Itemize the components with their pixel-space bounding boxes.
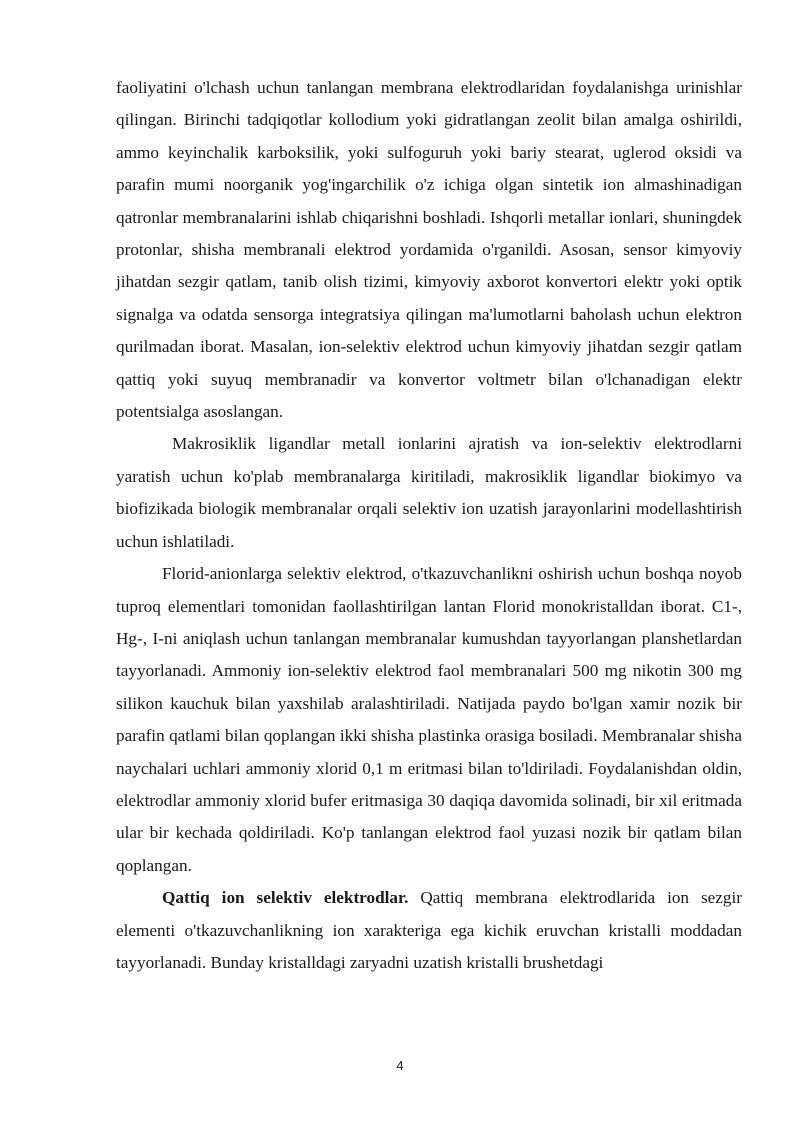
page-number: 4 [396,1058,404,1073]
paragraph-continued: faoliyatini o'lchash uchun tanlangan membrana elektrodlaridan foydalanishga urinishlar qilingan. Birinchi tadqiqotlar kollodium yoki gidratlangan zeolit bilan amalga oshirildi, ammo keyinchalik karboksilik, yoki sulfoguruh yoki bariy stearat, uglerod oksidi va parafin mumi noorganik yog'ingarchilik o'z ichiga olgan sintetik ion almashinadigan qatronlar membranalarini ishlab chiqarishni boshladi. Ishqorli metallar ionlari, shuningdek protonlar, shisha membranali elektrod yordamida o'rganildi. Asosan, sensor kimyoviy jihatdan sezgir qatlam, tanib olish tizimi, kimyoviy axborot konvertori elektr yoki optik signalga va odatda sensorga integratsiya qilingan ma'lumotlarni baholash uchun elektron qurilmadan iborat. Masalan, ion-selektiv elektrod uchun kimyoviy jihatdan sezgir qatlam qattiq yoki suyuq membranadir va konvertor voltmetr bilan o'lchanadigan elektr potentsialga asoslangan. [116,78,742,422]
paragraph-solid-electrodes-text: Qattiq membrana elektrodlarida ion sezgir elementi o'tkazuvchanlikning ion xarakteriga ega kichik eruvchan kristalli moddadan tayyorlanadi. Bunday kristalldagi zaryadni uzatish kristalli brushetdagi [116,888,743,972]
section-heading: Qattiq ion selektiv elektrodlar. [162,888,409,908]
paragraph-solid-electrodes [116,882,742,979]
document-page [116,72,742,979]
paragraph-fluoride-electrode: Florid-anionlarga selektiv elektrod, o'tkazuvchanlikni oshirish uchun boshqa noyob tuproq elementlari tomonidan faollashtirilgan lantan Florid monokristalldan iborat. C1-, Hg-, I-ni aniqlash uchun tanlangan membranalar kumushdan tayyorlangan planshetlardan tayyorlanadi. Ammoniy ion-selektiv elektrod faol membranalari 500 mg nikotin 300 mg silikon kauchuk bilan yaxshilab aralashtiriladi. Natijada paydo bo'lgan xamir nozik bir parafin qatlami bilan qoplangan ikki shisha plastinka orasiga bosiladi. Membranalar shisha naychalari uchlari ammoniy xlorid 0,1 m eritmasi bilan to'ldiriladi. Foydalanishdan oldin, elektrodlar ammoniy xlorid bufer eritmasiga 30 daqiqa davomida solinadi, bir xil eritmada ular bir kechada qoldiriladi. Ko'p tanlangan elektrod faol yuzasi nozik bir qatlam bilan qoplangan. [116,564,742,875]
paragraph-macrocyclic-ligands: Makrosiklik ligandlar metall ionlarini ajratish va ion-selektiv elektrodlarni yaratish uchun ko'plab membranalarga kiritiladi, makrosiklik ligandlar biokimyo va biofizikada biologik membranalar orqali selektiv ion uzatish jarayonlarini modellashtirish uchun ishlatiladi. [116,434,742,551]
